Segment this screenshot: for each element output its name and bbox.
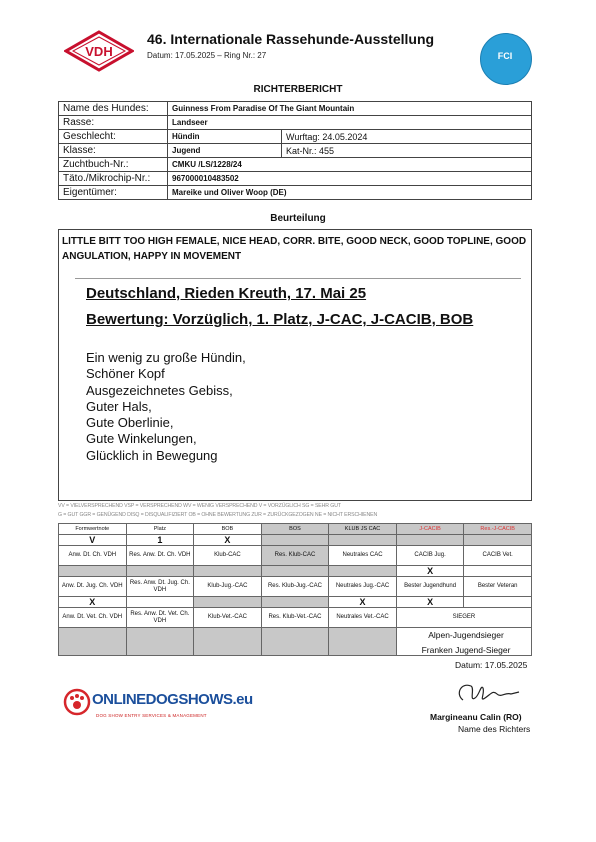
table-cell: KLUB JS CAC bbox=[329, 524, 397, 535]
legend-line-1: VV = VIELVERSPRECHEND VSP = VERSPRECHEND WV = WENIG VERSPRECHEND V = VORZÜGLICH SG = SEHR GUT bbox=[58, 503, 341, 509]
table-cell bbox=[261, 566, 329, 577]
table-cell: BOS bbox=[261, 524, 329, 535]
report-date: Datum: 17.05.2025 bbox=[455, 660, 528, 670]
fci-logo-text: FCI bbox=[497, 51, 513, 61]
table-cell: Platz bbox=[126, 524, 194, 535]
table-row bbox=[59, 102, 532, 116]
table-cell: CACIB Jug. bbox=[396, 546, 464, 566]
table-cell: Klub-CAC bbox=[194, 546, 262, 566]
table-cell bbox=[126, 566, 194, 577]
award-franken-jugend-sieger: Franken Jugend-Sieger bbox=[421, 645, 511, 655]
table-cell: Res. Klub-CAC bbox=[261, 546, 329, 566]
table-cell bbox=[59, 566, 127, 577]
table-cell bbox=[396, 535, 464, 546]
vdh-logo bbox=[64, 30, 134, 72]
breed-label: Rasse: bbox=[59, 116, 168, 130]
table-cell: X bbox=[396, 597, 464, 608]
table-row bbox=[59, 546, 532, 566]
table-cell bbox=[126, 628, 194, 656]
class-label: Klasse: bbox=[59, 144, 168, 158]
table-cell: Klub-Vet.-CAC bbox=[194, 608, 262, 628]
show-title: 46. Internationale Rassehunde-Ausstellung bbox=[147, 31, 435, 47]
table-row bbox=[59, 566, 532, 577]
list-item: Guter Hals, bbox=[86, 398, 152, 414]
note-body bbox=[86, 350, 246, 464]
judge-name: Margineanu Calin (RO) bbox=[430, 712, 522, 722]
table-cell: 1 bbox=[126, 535, 194, 546]
table-cell: BOB bbox=[194, 524, 262, 535]
table-cell bbox=[261, 628, 329, 656]
evaluation-text: LITTLE BITT TOO HIGH FEMALE, NICE HEAD, CORR. BITE, GOOD NECK, GOOD TOPLINE, GOOD ANGULATION, HAPPY IN MOVEMENT bbox=[62, 236, 527, 262]
dog-info-table bbox=[58, 101, 532, 200]
table-cell: Neutrales Jug.-CAC bbox=[329, 577, 397, 597]
onlinedogshows-tagline: DOG SHOW ENTRY SERVICES & MANAGEMENT bbox=[96, 713, 207, 718]
table-cell: Bester Jugendhund bbox=[396, 577, 464, 597]
table-row bbox=[59, 597, 532, 608]
table-cell: Anw. Dt. Vet. Ch. VDH bbox=[59, 608, 127, 628]
class-value: Jugend bbox=[168, 144, 282, 158]
chip-label: Täto./Mikrochip-Nr.: bbox=[59, 172, 168, 186]
catalog-number: Kat-Nr.: 455 bbox=[282, 144, 532, 158]
table-cell: X bbox=[59, 597, 127, 608]
table-row bbox=[59, 186, 532, 200]
table-cell bbox=[194, 597, 262, 608]
list-item: Ausgezeichnetes Gebiss, bbox=[86, 382, 233, 398]
report-title: RICHTERBERICHT bbox=[253, 84, 343, 95]
table-cell: Anw. Dt. Ch. VDH bbox=[59, 546, 127, 566]
dog-name: Guinness From Paradise Of The Giant Mountain bbox=[168, 102, 532, 116]
name-label: Name des Hundes: bbox=[59, 102, 168, 116]
note-rating: Bewertung: Vorzüglich, 1. Platz, J-CAC, J-CACIB, BOB bbox=[86, 311, 474, 328]
table-cell: Formwertnote bbox=[59, 524, 127, 535]
table-cell bbox=[464, 535, 532, 546]
onlinedogshows-logo-text: ONLINEDOGSHOWS.eu bbox=[92, 691, 253, 708]
list-item: Schöner Kopf bbox=[86, 366, 165, 382]
table-cell: Res.-J-CACIB bbox=[464, 524, 532, 535]
judge-signature bbox=[445, 676, 525, 708]
table-cell bbox=[194, 628, 262, 656]
table-row bbox=[59, 158, 532, 172]
owner-label: Eigentümer: bbox=[59, 186, 168, 200]
list-item: Gute Winkelungen, bbox=[86, 431, 197, 447]
list-item: Ein wenig zu große Hündin, bbox=[86, 350, 246, 365]
table-cell: X bbox=[396, 566, 464, 577]
note-location-date: Deutschland, Rieden Kreuth, 17. Mai 25 bbox=[86, 285, 367, 302]
judge-label: Name des Richters bbox=[458, 724, 531, 734]
sex-label: Geschlecht: bbox=[59, 130, 168, 144]
list-item: Gute Oberlinie, bbox=[86, 415, 174, 431]
table-row bbox=[59, 172, 532, 186]
table-row bbox=[59, 144, 532, 158]
studbook-value: CMKU /LS/1228/24 bbox=[168, 158, 532, 172]
table-cell: CACIB Vet. bbox=[464, 546, 532, 566]
birth-date: Wurftag: 24.05.2024 bbox=[282, 130, 532, 144]
table-cell: Bester Veteran bbox=[464, 577, 532, 597]
table-cell: Klub-Jug.-CAC bbox=[194, 577, 262, 597]
table-cell bbox=[329, 535, 397, 546]
table-cell bbox=[464, 566, 532, 577]
legend-line-2: G = GUT GGR = GENÜGEND DISQ = DISQUALIFIZIERT OB = OHNE BEWERTUNG ZUR = ZURÜCKGEZOGEN NE = NICHT ERSCHIENEN bbox=[58, 512, 378, 518]
table-cell: X bbox=[194, 535, 262, 546]
table-cell bbox=[261, 597, 329, 608]
table-row bbox=[59, 577, 532, 597]
table-cell: SIEGER bbox=[396, 608, 531, 628]
studbook-label: Zuchtbuch-Nr.: bbox=[59, 158, 168, 172]
table-cell bbox=[59, 628, 127, 656]
table-cell bbox=[329, 566, 397, 577]
sex-value: Hündin bbox=[168, 130, 282, 144]
table-row bbox=[59, 116, 532, 130]
table-cell bbox=[126, 597, 194, 608]
show-date-ring: Datum: 17.05.2025 – Ring Nr.: 27 bbox=[147, 51, 267, 60]
table-cell bbox=[261, 535, 329, 546]
owner-value: Mareike und Oliver Woop (DE) bbox=[168, 186, 532, 200]
chip-value: 967000010483502 bbox=[168, 172, 532, 186]
table-cell: Res. Anw. Dt. Vet. Ch. VDH bbox=[126, 608, 194, 628]
table-row bbox=[59, 130, 532, 144]
table-cell: Res. Klub-Vet.-CAC bbox=[261, 608, 329, 628]
evaluation-title: Beurteilung bbox=[270, 213, 326, 224]
table-row bbox=[59, 535, 532, 546]
table-cell: Neutrales Vet.-CAC bbox=[329, 608, 397, 628]
vdh-logo-text: VDH bbox=[85, 44, 113, 59]
table-cell bbox=[464, 597, 532, 608]
table-cell: J-CACIB bbox=[396, 524, 464, 535]
table-cell: Res. Klub-Jug.-CAC bbox=[261, 577, 329, 597]
table-cell: Neutrales CAC bbox=[329, 546, 397, 566]
list-item: Glücklich in Bewegung bbox=[86, 447, 218, 463]
table-cell bbox=[194, 566, 262, 577]
table-cell: Anw. Dt. Jug. Ch. VDH bbox=[59, 577, 127, 597]
breed-value: Landseer bbox=[168, 116, 532, 130]
table-cell: Res. Anw. Dt. Jug. Ch. VDH bbox=[126, 577, 194, 597]
table-cell bbox=[329, 628, 397, 656]
table-row bbox=[59, 524, 532, 535]
table-cell: Res. Anw. Dt. Ch. VDH bbox=[126, 546, 194, 566]
table-cell: X bbox=[329, 597, 397, 608]
award-alpen-jugendsieger: Alpen-Jugendsieger bbox=[428, 630, 504, 640]
table-row bbox=[59, 608, 532, 628]
table-cell: V bbox=[59, 535, 127, 546]
